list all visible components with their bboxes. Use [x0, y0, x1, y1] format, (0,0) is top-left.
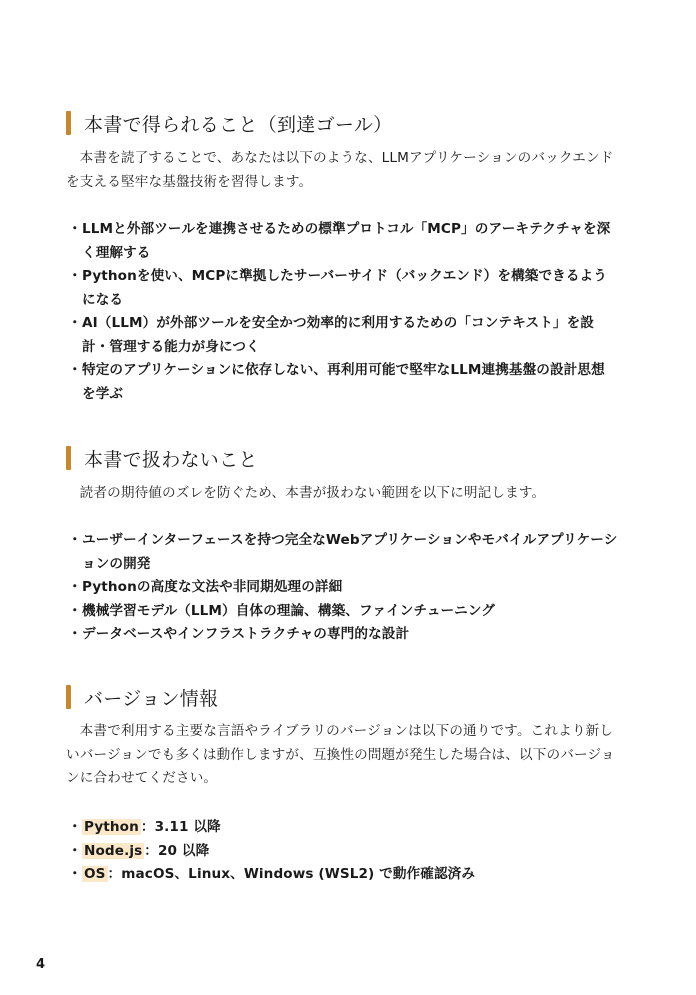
heading-accent-bar — [66, 111, 71, 135]
section-heading-out-of-scope — [66, 445, 258, 471]
version-name-highlight: Node.js — [84, 842, 143, 859]
list-item: ・ ユーザーインターフェースを持つ完全なWebアプリケーションやモバイルアプリケーションの開発 — [68, 532, 618, 572]
heading-text: バージョン情報 — [84, 687, 219, 710]
out-of-scope-list — [66, 529, 618, 647]
list-item: ・ データベースやインフラストラクチャの専門的な設計 — [68, 626, 410, 642]
list-item: ・ Pythonの高度な文法や非同期処理の詳細 — [68, 579, 343, 595]
goals-intro: 本書を読了することで、あなたは以下のような、LLMアプリケーションのバックエンドを支える堅牢な基盤技術を習得します。 — [66, 150, 614, 190]
section-heading-versions — [66, 684, 218, 710]
version-name-highlight: OS — [84, 866, 106, 882]
versions-list — [66, 816, 618, 887]
out-of-scope-intro: 読者の期待値のズレを防ぐため、本書が扱わない範囲を以下に明記します。 — [79, 485, 546, 501]
versions-intro: 本書で利用する主要な言語やライブラリのバージョンは以下の通りです。これより新しいバージョンでも多くは動作しますが、互換性の問題が発生した場合は、以下のバージョンに合わせてください。 — [66, 723, 615, 786]
list-item: ・ 特定のアプリケーションに依存しない、再利用可能で堅牢なLLM連携基盤の設計思想を学ぶ — [68, 362, 605, 402]
heading-text: 本書で得られること（到達ゴール） — [84, 113, 393, 136]
list-item: ・ AI（LLM）が外部ツールを安全かつ効率的に利用するための「コンテキスト」を設計・管理する能力が身につく — [68, 315, 594, 355]
list-item: ・ Pythonを使い、MCPに準拠したサーバーサイド（バックエンド）を構築できるようになる — [68, 268, 607, 308]
list-item: ・ Python ：3.11 以降 — [68, 819, 221, 835]
version-name-highlight: Python — [84, 819, 139, 835]
list-item: ・ OS ：macOS、Linux、Windows (WSL2) で動作確認済み — [68, 866, 476, 882]
heading-accent-bar — [66, 685, 71, 709]
page-number: 4 — [36, 957, 46, 972]
heading-accent-bar — [66, 446, 71, 470]
heading-text: 本書で扱わないこと — [84, 448, 258, 471]
list-item: ・ Node.js ：20 以降 — [68, 842, 210, 859]
section-heading-goals — [66, 110, 392, 136]
goals-list — [66, 218, 618, 406]
list-item: ・ 機械学習モデル（LLM）自体の理論、構築、ファインチューニング — [68, 602, 495, 619]
list-item: ・ LLMと外部ツールを連携させるための標準プロトコル「MCP」のアーキテクチャを深く理解する — [68, 221, 611, 261]
